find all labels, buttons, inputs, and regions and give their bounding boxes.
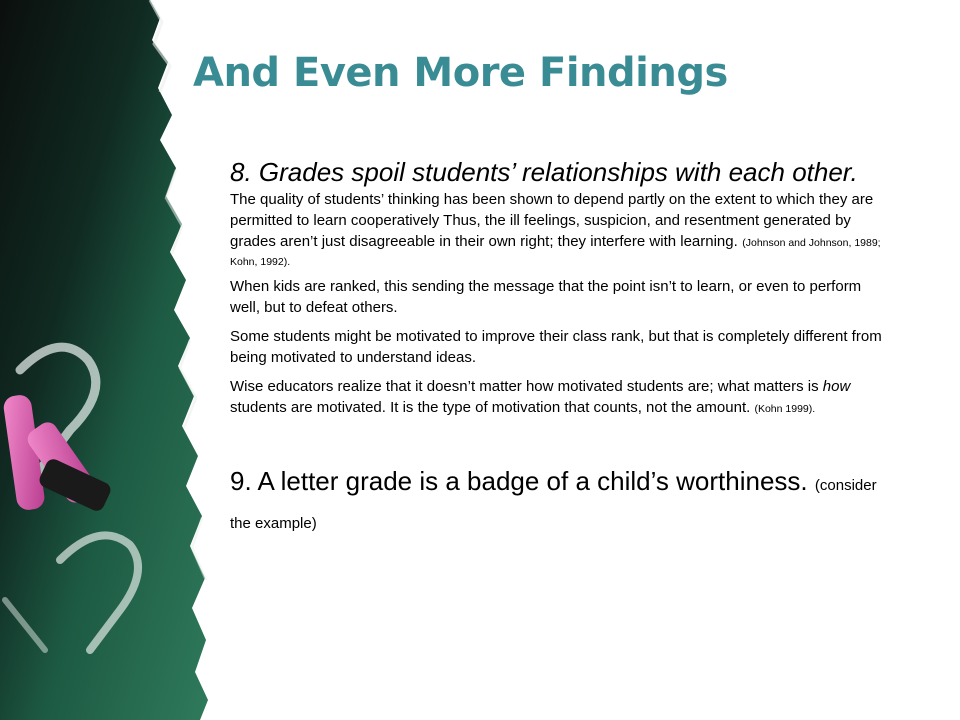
paragraph-class-rank: Some students might be motivated to improve their class rank, but that is completely different from being motivated to understand ideas. <box>230 328 882 366</box>
wise-text-part1: Wise educators realize that it doesn’t matter how motivated students are; what matters is <box>230 378 823 395</box>
slide-title: And Even More Findings <box>193 50 728 96</box>
finding-8-body: The quality of students’ thinking has been shown to depend partly on the extent to which they are permitted to learn cooperatively Thus, the ill feelings, suspicion, and resentment generated by grades aren’t just disagreeable in their own right; they interfere with learning. <box>230 191 874 250</box>
finding-8-citation: (Johnson and Johnson, 1989; Kohn, 1992). <box>230 237 881 268</box>
finding-8 <box>230 155 885 270</box>
wise-citation: (Kohn 1999). <box>754 403 816 415</box>
finding-8-heading: 8. Grades spoil students’ relationships with each other. <box>230 157 858 187</box>
wise-text-part2: students are motivated. It is the type of motivation that counts, not the amount. <box>230 399 755 416</box>
chalkboard-image <box>0 0 215 720</box>
finding-9-note: (consider the example) <box>230 477 877 532</box>
finding-9-heading: 9. A letter grade is a badge of a child’s worthiness. <box>230 466 808 496</box>
paragraph-wise-educators <box>230 376 885 418</box>
finding-9 <box>230 462 885 538</box>
wise-emphasis: how <box>822 378 851 395</box>
slide-content <box>230 155 885 538</box>
paragraph-ranked: When kids are ranked, this sending the message that the point isn’t to learn, or even to perform well, but to defeat others. <box>230 278 862 316</box>
